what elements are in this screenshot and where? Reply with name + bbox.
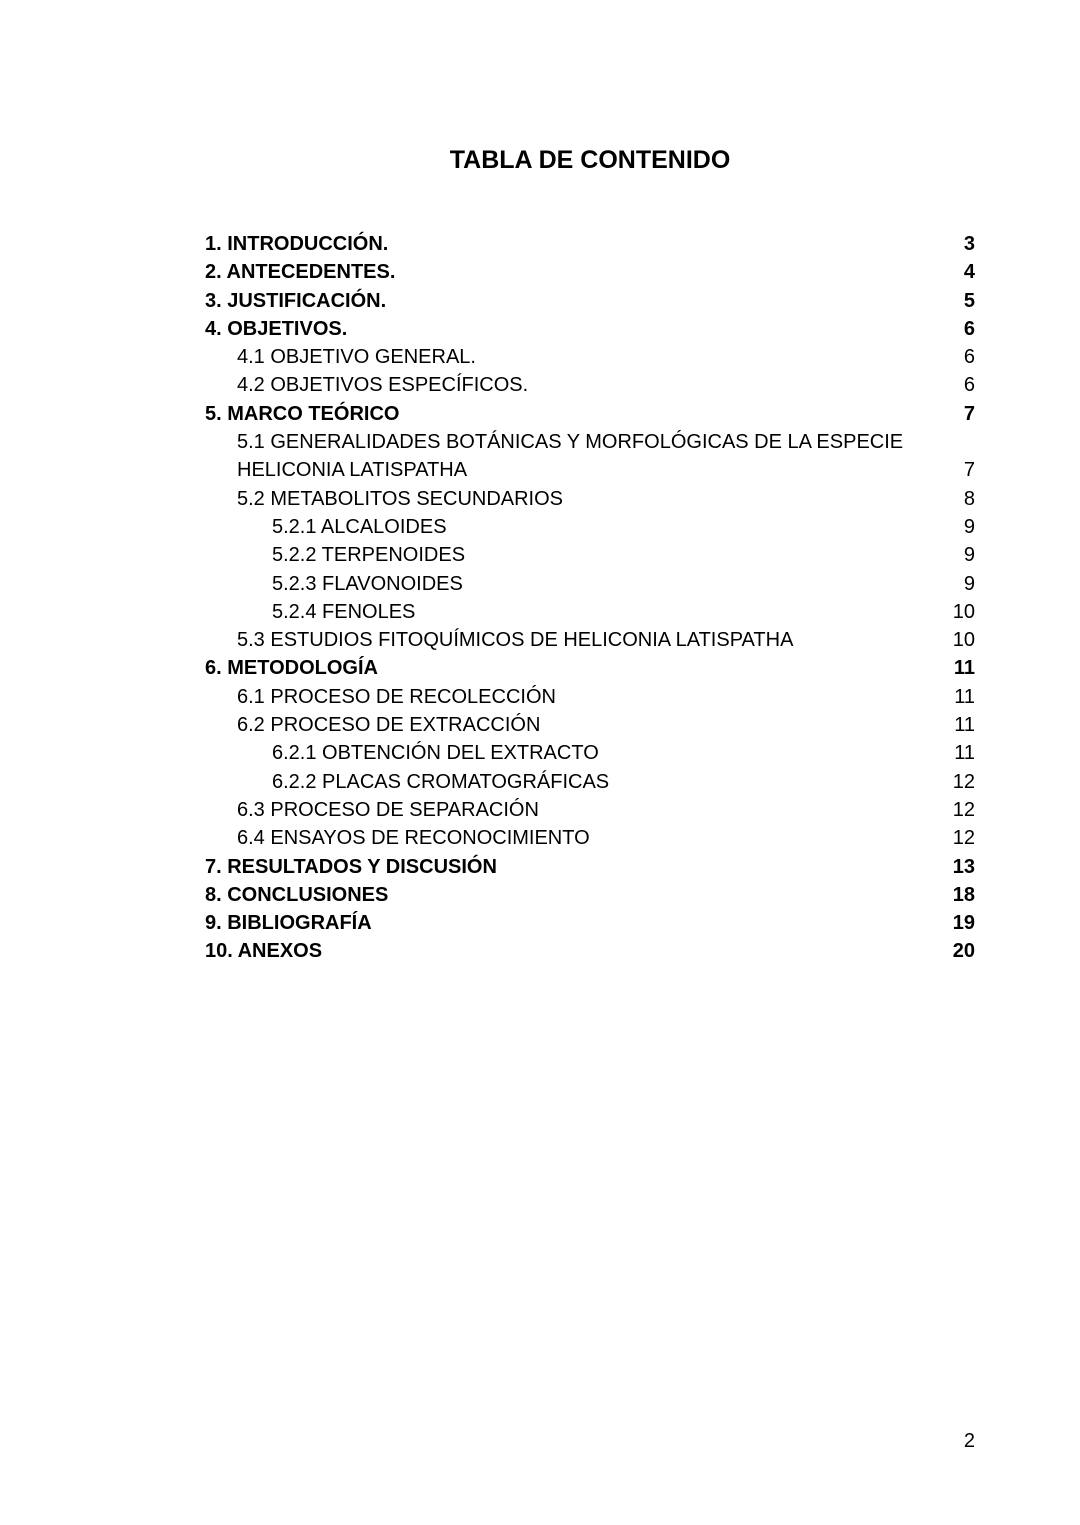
- toc-entry-label: 6.3 PROCESO DE SEPARACIÓN: [237, 798, 539, 821]
- toc-entry-label: 9. BIBLIOGRAFÍA: [205, 912, 372, 935]
- toc-entry-page: 11: [954, 742, 975, 765]
- toc-entry-page: 11: [954, 714, 975, 737]
- toc-entry-page: 6: [963, 346, 975, 369]
- toc-entry-page: 9: [963, 544, 975, 567]
- toc-entry-label: 5.1 GENERALIDADES BOTÁNICAS Y MORFOLÓGICAS DE LA ESPECIE HELICONIA LATISPATHA: [237, 431, 904, 482]
- toc-entry-label: 5. MARCO TEÓRICO: [205, 402, 400, 425]
- toc-entry-label: 8. CONCLUSIONES: [205, 883, 389, 906]
- toc-entry: [205, 541, 975, 569]
- toc-entry: [205, 513, 975, 541]
- toc-entry-label: 6.2.2 PLACAS CROMATOGRÁFICAS: [272, 770, 610, 793]
- toc-entry: [205, 853, 975, 881]
- table-of-contents: [205, 230, 975, 966]
- toc-entry: [205, 315, 975, 343]
- toc-entry-page: 3: [963, 233, 975, 255]
- toc-entry-page: 6: [963, 317, 975, 340]
- toc-entry-label: 6.2 PROCESO DE EXTRACCIÓN: [237, 714, 541, 737]
- toc-entry-page: 10: [952, 600, 975, 623]
- toc-entry: [205, 400, 975, 428]
- toc-entry-page: 6: [963, 374, 975, 397]
- toc-entry-page: 7: [963, 459, 975, 482]
- toc-entry: [205, 739, 975, 767]
- toc-entry: [205, 258, 975, 286]
- toc-entry-label: 4. OBJETIVOS.: [205, 317, 348, 340]
- toc-entry-label: 6.4 ENSAYOS DE RECONOCIMIENTO: [237, 827, 590, 850]
- toc-entry-page: 11: [954, 685, 975, 708]
- toc-entry-label: 5.2.3 FLAVONOIDES: [272, 572, 463, 595]
- toc-entry-label: 5.2.2 TERPENOIDES: [272, 544, 466, 567]
- toc-entry: [205, 230, 975, 258]
- toc-entry: [205, 768, 975, 796]
- toc-entry-page: 4: [963, 261, 975, 284]
- toc-entry-label: 4.2 OBJETIVOS ESPECÍFICOS.: [237, 374, 529, 397]
- toc-entry-label: 5.2.1 ALCALOIDES: [272, 515, 447, 538]
- toc-entry-page: 12: [952, 798, 975, 821]
- toc-entry-page: 19: [952, 912, 975, 935]
- toc-entry: [205, 824, 975, 852]
- toc-entry: [205, 428, 975, 485]
- toc-entry-page: 5: [963, 289, 975, 312]
- toc-entry-page: 11: [953, 657, 975, 680]
- toc-entry-label: 2. ANTECEDENTES.: [205, 261, 396, 284]
- toc-entry-label: 6.1 PROCESO DE RECOLECCIÓN: [237, 685, 556, 708]
- toc-entry-page: 18: [952, 883, 975, 906]
- toc-entry: [205, 711, 975, 739]
- toc-entry-label: 5.2 METABOLITOS SECUNDARIOS: [237, 487, 564, 510]
- toc-entry: [205, 881, 975, 909]
- toc-entry: [205, 937, 975, 965]
- toc-entry: [205, 626, 975, 654]
- toc-entry-page: 20: [952, 940, 975, 963]
- toc-entry-label: 4.1 OBJETIVO GENERAL.: [237, 346, 476, 369]
- toc-entry-label: 5.3 ESTUDIOS FITOQUÍMICOS DE HELICONIA LATISPATHA: [237, 629, 794, 652]
- toc-entry: [205, 683, 975, 711]
- toc-entry: [205, 343, 975, 371]
- toc-entry-page: 10: [952, 629, 975, 652]
- toc-entry: [205, 485, 975, 513]
- toc-entry: [205, 598, 975, 626]
- toc-entry: [205, 287, 975, 315]
- toc-entry-page: 12: [952, 827, 975, 850]
- toc-entry-page: 9: [963, 572, 975, 595]
- toc-entry: [205, 654, 975, 682]
- toc-entry-page: 8: [963, 487, 975, 510]
- page-title: TABLA DE CONTENIDO: [449, 146, 731, 174]
- toc-entry: [205, 570, 975, 598]
- toc-entry-page: 9: [963, 515, 975, 538]
- toc-entry: [205, 371, 975, 399]
- toc-entry-label: 3. JUSTIFICACIÓN.: [205, 289, 387, 312]
- toc-entry: [205, 909, 975, 937]
- toc-entry: [205, 796, 975, 824]
- toc-entry-label: 6.2.1 OBTENCIÓN DEL EXTRACTO: [272, 742, 599, 765]
- toc-entry-label: 6. METODOLOGÍA: [205, 657, 378, 680]
- toc-entry-page: 13: [952, 855, 975, 878]
- toc-entry-label: 1. INTRODUCCIÓN.: [205, 233, 389, 255]
- toc-entry-label: 5.2.4 FENOLES: [272, 600, 416, 623]
- toc-entry-page: 12: [952, 770, 975, 793]
- footer-page-number: 2: [963, 1430, 975, 1452]
- toc-entry-label: 7. RESULTADOS Y DISCUSIÓN: [205, 855, 497, 878]
- toc-entry-page: 7: [963, 402, 975, 425]
- toc-entry-label: 10. ANEXOS: [205, 940, 323, 963]
